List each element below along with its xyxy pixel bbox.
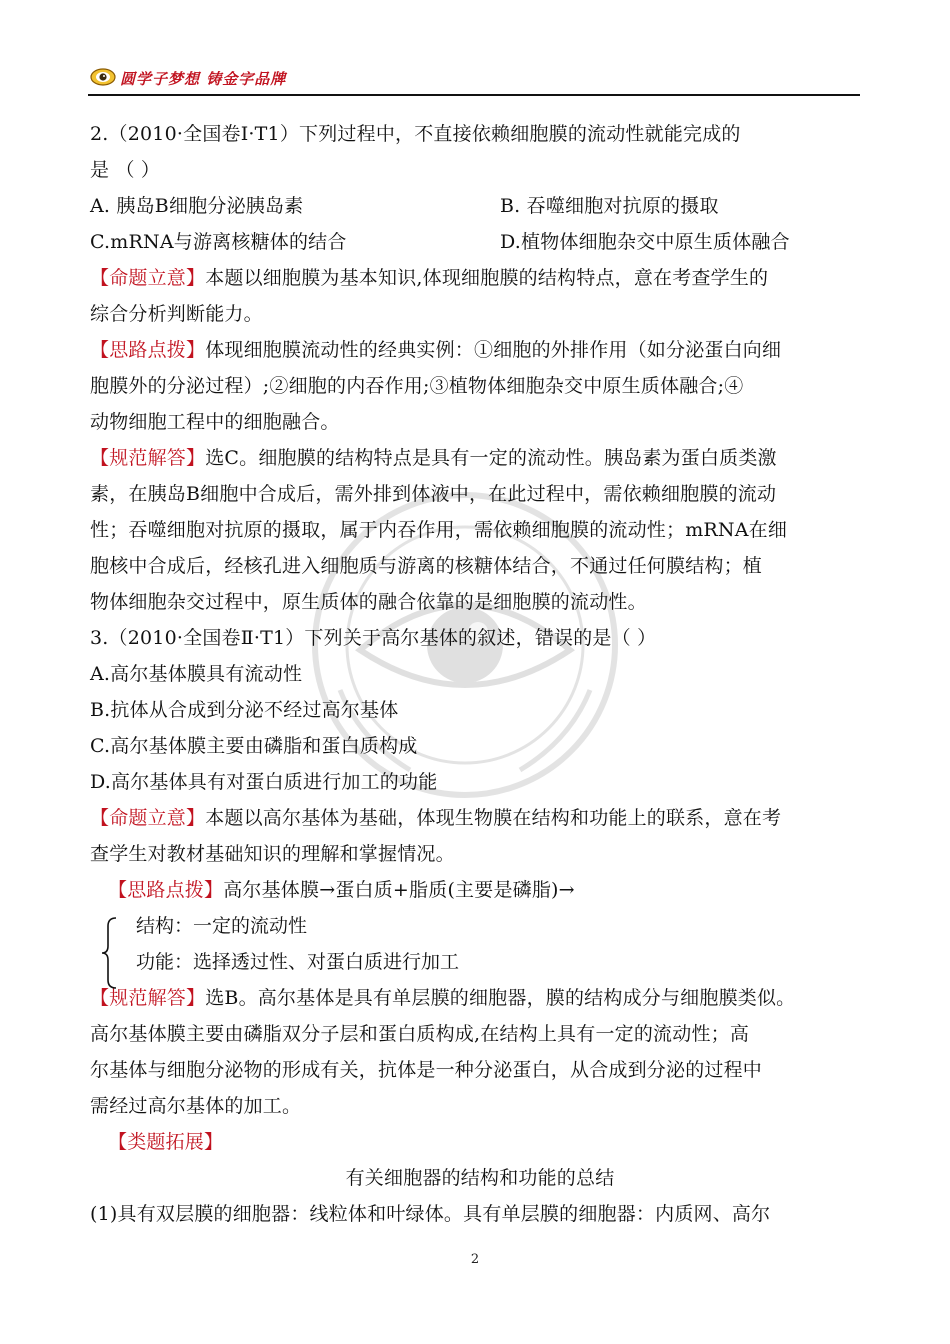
tag-extend: 【类题拓展】 — [108, 1131, 224, 1153]
q3-answer-cont-3: 需经过高尔基体的加工。 — [90, 1095, 302, 1117]
q2-stem: 2.（2010·全国卷Ⅰ·T1）下列过程中，不直接依赖细胞膜的流动性就能完成的 — [90, 123, 741, 145]
page-header — [88, 62, 860, 96]
curly-brace-icon — [100, 916, 120, 990]
q2-idea — [90, 332, 870, 368]
q3-extend-item-1: (1)具有双层膜的细胞器：线粒体和叶绿体。具有单层膜的细胞器：内质网、高尔 — [90, 1203, 771, 1225]
q2-answer-cont-4: 物体细胞杂交过程中，原生质体的融合依靠的是细胞膜的流动性。 — [90, 591, 647, 613]
q3-extend — [90, 1124, 870, 1160]
q2-option-b: B. 吞噬细胞对抗原的摄取 — [500, 195, 719, 217]
q3-option-b: B.抗体从合成到分泌不经过高尔基体 — [90, 699, 399, 721]
q2-answer-cont-2: 性；吞噬细胞对抗原的摄取，属于内吞作用，需依赖细胞膜的流动性；mRNA在细 — [90, 519, 788, 541]
q2-option-a: A. 胰岛B细胞分泌胰岛素 — [90, 195, 304, 217]
page-content — [90, 116, 870, 1232]
q2-options-ab — [90, 188, 870, 224]
q3-intent — [90, 800, 870, 836]
q2-idea-cont-1: 胞膜外的分泌过程）;②细胞的内吞作用;③植物体细胞杂交中原生质体融合;④ — [90, 375, 744, 397]
q3-answer-cont-2: 尔基体与细胞分泌物的形成有关，抗体是一种分泌蛋白，从合成到分泌的过程中 — [90, 1059, 763, 1081]
eye-logo-icon — [90, 66, 116, 88]
q3-option-a: A.高尔基体膜具有流动性 — [90, 663, 303, 685]
q2-answer — [90, 440, 870, 476]
q2-idea-text: 体现细胞膜流动性的经典实例：①细胞的外排作用（如分泌蛋白向细 — [205, 339, 782, 361]
tag-idea: 【思路点拨】 — [90, 339, 206, 361]
q2-idea-cont-2: 动物细胞工程中的细胞融合。 — [90, 411, 340, 433]
q3-idea — [90, 872, 870, 908]
q3-intent-text: 本题以高尔基体为基础，体现生物膜在结构和功能上的联系，意在考 — [205, 807, 782, 829]
page-number: 2 — [470, 1252, 480, 1267]
q2-intent-cont: 综合分析判断能力。 — [90, 303, 263, 325]
tag-answer: 【规范解答】 — [90, 447, 206, 469]
q3-stem: 3.（2010·全国卷Ⅱ·T1）下列关于高尔基体的叙述，错误的是（ ） — [90, 627, 657, 649]
tag-intent: 【命题立意】 — [90, 807, 206, 829]
q3-option-c: C.高尔基体膜主要由磷脂和蛋白质构成 — [90, 735, 418, 757]
q3-option-d: D.高尔基体具有对蛋白质进行加工的功能 — [90, 771, 438, 793]
q2-answer-cont-3: 胞核中合成后，经核孔进入细胞质与游离的核糖体结合，不通过任何膜结构；植 — [90, 555, 763, 577]
q3-answer-cont-1: 高尔基体膜主要由磷脂双分子层和蛋白质构成,在结构上具有一定的流动性；高 — [90, 1023, 750, 1045]
header-slogan: 圆学子梦想 铸金字品牌 — [120, 70, 287, 88]
q3-extend-title: 有关细胞器的结构和功能的总结 — [345, 1167, 615, 1189]
q2-answer-cont-1: 素，在胰岛B细胞中合成后，需外排到体液中，在此过程中，需依赖细胞膜的流动 — [90, 483, 777, 505]
q3-answer — [90, 980, 870, 1016]
q3-brace-block — [90, 908, 870, 980]
q3-idea-text: 高尔基体膜→蛋白质+脂质(主要是磷脂)→ — [223, 879, 575, 901]
tag-idea: 【思路点拨】 — [108, 879, 224, 901]
q2-intent — [90, 260, 870, 296]
q2-stem-cont: 是 （ ） — [90, 159, 161, 181]
q3-answer-text: 选B。高尔基体是具有单层膜的细胞器，膜的结构成分与细胞膜类似。 — [205, 987, 796, 1009]
q2-answer-text: 选C。细胞膜的结构特点是具有一定的流动性。胰岛素为蛋白质类激 — [205, 447, 777, 469]
q2-option-d: D.植物体细胞杂交中原生质体融合 — [500, 231, 790, 253]
q3-intent-cont: 查学生对教材基础知识的理解和掌握情况。 — [90, 843, 455, 865]
tag-intent: 【命题立意】 — [90, 267, 206, 289]
q2-option-c: C.mRNA与游离核糖体的结合 — [90, 231, 347, 253]
q3-brace-function: 功能：选择透过性、对蛋白质进行加工 — [136, 951, 460, 973]
tag-answer: 【规范解答】 — [90, 987, 206, 1009]
q2-intent-text: 本题以细胞膜为基本知识,体现细胞膜的结构特点，意在考查学生的 — [205, 267, 769, 289]
q2-options-cd — [90, 224, 870, 260]
q3-brace-structure: 结构：一定的流动性 — [136, 915, 308, 937]
